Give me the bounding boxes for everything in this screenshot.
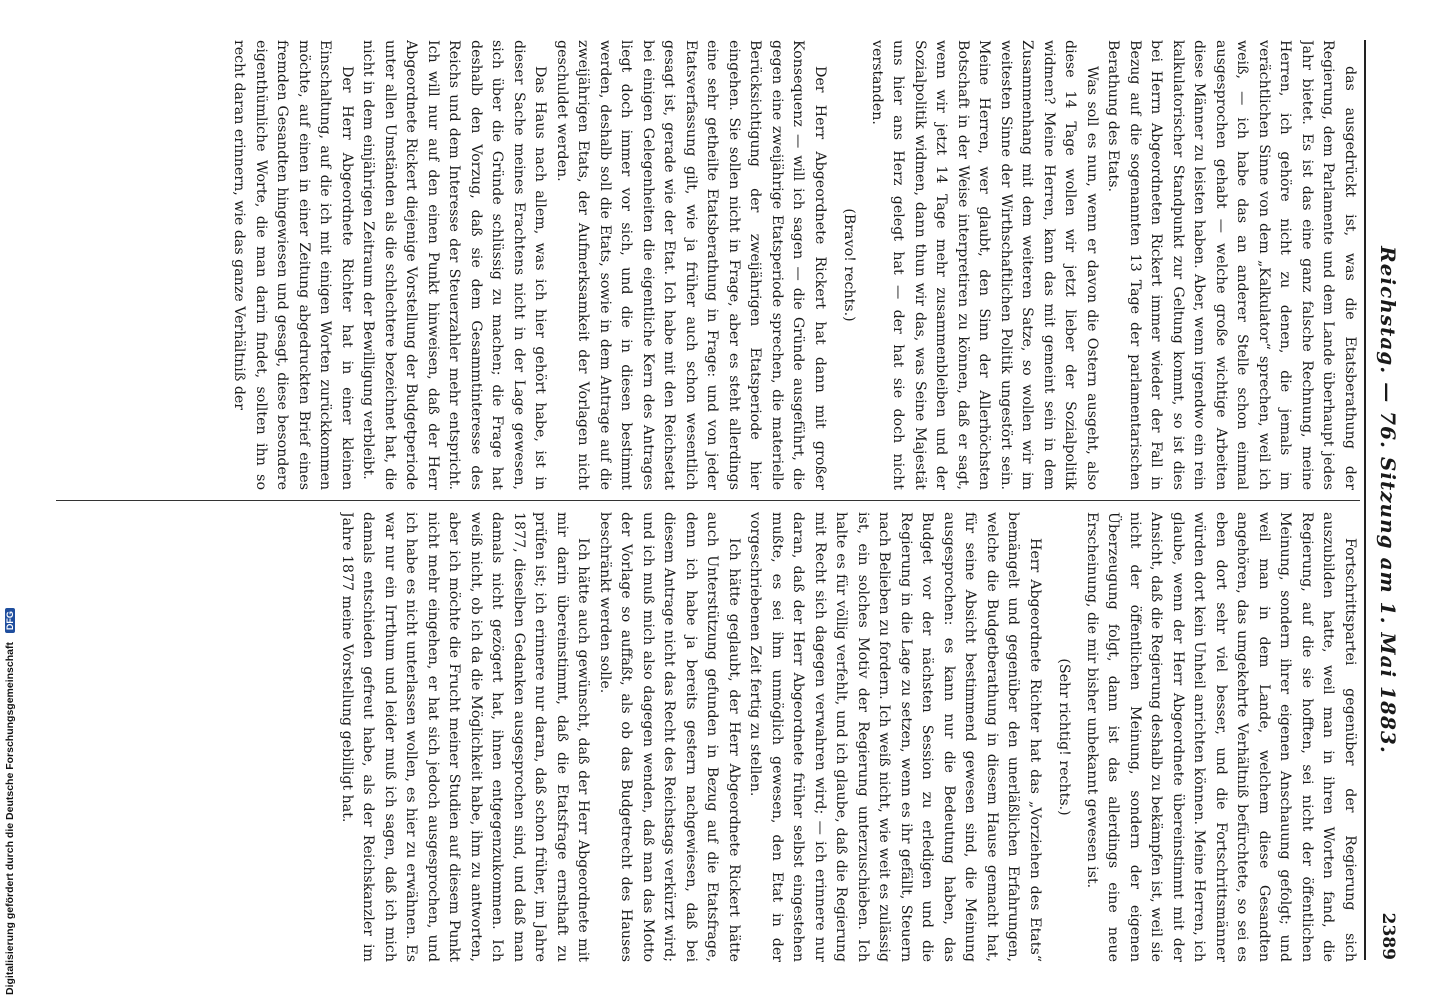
paragraph: das ausgedrückt ist, was die Etatsberathung der Regierung, dem Parlamente und dem Lande überhaupt jedes Jahr bietet. Es ist das eine ganz falsche Rechnung, meine Herren, ich gehöre nicht zu denen, die jemals im verächtlichen Sinne von dem „Kalkulator“ sprechen, weil ich weiß, — ich habe das an anderer Stelle schon einmal ausgesprochen gehabt — welche große wichtige Arbeiten diese Männer zu leisten haben. Aber, wenn irgendwo ein rein kalkulatorischer Standpunkt zur Geltung kommt, so ist dies bei Herrn Abgeordneten Rickert immer wieder der Fall in Bezug auf die sogenannten 13 Tage der parlamentarischen Berathung des Etats. [1105,40,1358,490]
column-divider [56,500,1360,501]
paragraph: Der Herr Abgeordnete Rickert hat dann mit großer Konsequenz — will ich sagen — die Gründe ausgeführt, die gegen eine zweijährige Etatsperiode sprechen, die materielle Berücksichtigung der zweijährigen Etatsperiode hier eingehen. Sie sollen nicht in Frage, aber es steht allerdings eine sehr getheilte Etatsberathung in Frage: und von jeder Etatsverfassung gilt, wie ja früher auch schon wesentlich gesagt ist, gerade wie der Etat. Ich habe mit den Reichsetat bei einigen Gelegenheiten die eigentliche Kern des Antrages liegt doch immer vor sich, und die in diesen bestimmt werden, deshalb soll die Etats, sowie in dem Antrage auf die zweijährigen Etats, der Aufmerksamkeit der Vorlagen nicht geschuldet werden. [554,40,828,490]
text-column-left [56,40,1360,490]
page-title: Reichstag. — 76. Sitzung am 1. Mai 1883. [1376,246,1400,754]
paragraph: Fortschrittspartei gegenüber der Regierung sich auszubilden hatte, weil man in ihren Worten fand, die Regierung, auf die sie hofften, sei nicht der öffentlichen Meinung, sondern ihrer eigenen Anschauung gefolgt; und weil man in dem Lande, welchem diese Gesandten angehören, das umgekehrte Verhältniß befürchtete, so sei es eben dort sehr viel besser, und die Fortschrittsmänner würden dort kein Unheil anrichten können. Meine Herren, ich glaube, wenn der Herr Abgeordnete übereinstimmt mit der Ansicht, daß die Regierung deshalb zu bekämpfen ist, weil sie nicht der öffentlichen Meinung, sondern der eigenen Überzeugung folgt, dann ist das allerdings eine neue Erscheinung, die mir bisher unbekannt gewesen ist. [1084,512,1358,962]
digitization-note: Digitalisierung gefördert durch die Deutsche Forschungsgemeinschaft [4,642,16,995]
paragraph: Ich hätte geglaubt, der Herr Abgeordnete Rickert hätte auch Unterstützung gefunden in Bezug auf die Etatsfrage, denn ich habe ja bereits gestern nachgewiesen, daß bei diesem Antrage nicht das Recht des Reichstags verkürzt wird; und ich muß mich also dagegen wenden, daß man das Motto der Vorlage so auffaßt, als ob das Budgetrecht des Hauses beschränkt werden solle. [597,512,742,962]
paragraph: Der Herr Abgeordnete Richter hat in einer kleinen Einschaltung, auf die ich mit einigen Worten zurückkommen möchte, auf einen in einer Zeitung abgedruckten Brief eines fremden Gesandten hingewiesen und gesagt, diese besondere eigenthümliche Worte, die man darin findet, sollten ihn so recht daran erinnern, wie das ganze Verhältniß der [231,40,355,490]
document-page [16,0,1416,1000]
text-column-right [56,512,1360,962]
dfg-logo: DFG [5,608,15,633]
page-number: 2389 [1378,912,1398,960]
paragraph: Ich hätte auch gewünscht, daß der Herr Abgeordnete mit mir darin übereinstimmt, daß die Etatsfrage ernsthaft zu prüfen ist; ich erinnere nur daran, daß schon früher, im Jahre 1877, dieselben Gedanken ausgesprochen sind, und daß man damals nicht gezögert hat, ihnen entgegenzukommen. Ich weiß nicht, ob ich da die Möglichkeit habe, ihm zu antworten, aber ich möchte die Frucht meiner Studien auf diesem Punkt nicht mehr eingehen, er hat sich jedoch ausgesprochen, und ich habe es nicht unterlassen wollen, es hier zu erwähnen. Es war nur ein Irrthum und leider muß ich sagen, daß ich mich damals entschieden gefreut habe, als der Reichskanzler im Jahre 1877 meine Vorstellung gebilligt hat. [339,512,592,962]
paragraph: Herr Abgeordnete Richter hat das „Vorziehen des Etats“ bemängelt und gegenüber den unerläßlichen Erfahrungen, welche die Budgetberathung in diesem Hause gemacht hat, für seine Absicht bestimmend gewesen sind, die Meinung ausgesprochen: es kann nur die Bedeutung haben, das Budget vor der nächsten Session zu erledigen und die Regierung in die Lage zu setzen, wenn es ihr gefällt, Steuern nach Belieben zu fordern. Ich weiß nicht, wie weit es zulässig ist, ein solches Motiv der Regierung unterzuschieben. Ich halte es für völlig verfehlt, und ich glaube, daß die Regierung mit Recht sich dagegen verwahren wird; — ich erinnere nur daran, daß der Herr Abgeordnete früher selbst eingestehen mußte, es sei ihm unmöglich gewesen, den Etat in der vorgeschriebenen Zeit fertig zu stellen. [747,512,1043,962]
paragraph: Das Haus nach allem, was ich hier gehört habe, ist in dieser Sache meines Erachtens nicht in der Lage gewesen, sich über die Gründe schlüssig zu machen; die Frage hat deshalb den Vorzug, daß sie dem Gesammtinteresse des Reichs und dem Interesse der Steuerzahler mehr entspricht. Ich will nur auf den einen Punkt hinweisen, daß der Herr Abgeordnete Rickert diejenige Vorstellung der Budgetperiode unter allen Umständen als die schlechtere bezeichnet hat, die nicht in dem einjährigen Zeitraum der Bewilligung verbleibt. [360,40,549,490]
digitization-credit [4,605,16,995]
interjection: (Sehr richtig! rechts.) [1056,658,1073,816]
page-header [1364,40,1406,960]
paragraph: Was soll es nun, wenn er davon die Ostern ausgeht, also diese 14 Tage wollen wir jetzt lieber der Sozialpolitik widmen? Meine Herren, kann das mit gemeint sein in dem Zusammenhang mit dem weiteren Satze, so wollen wir im weitesten Sinne der Wirthschaftlichen Politik ungestört sein. Meine Herren, wer glaubt, den Sinn der Allerhöchsten Botschaft in der Weise interpretiren zu können, daß er sagt, wenn wir jetzt 14 Tage mehr zusammenbleiben und der Sozialpolitik widmen, dann thun wir das, was Seine Majestät uns hier ans Herz gelegt hat — der hat sie doch nicht verstanden. [869,40,1100,490]
interjection: (Bravo! rechts.) [841,208,858,322]
